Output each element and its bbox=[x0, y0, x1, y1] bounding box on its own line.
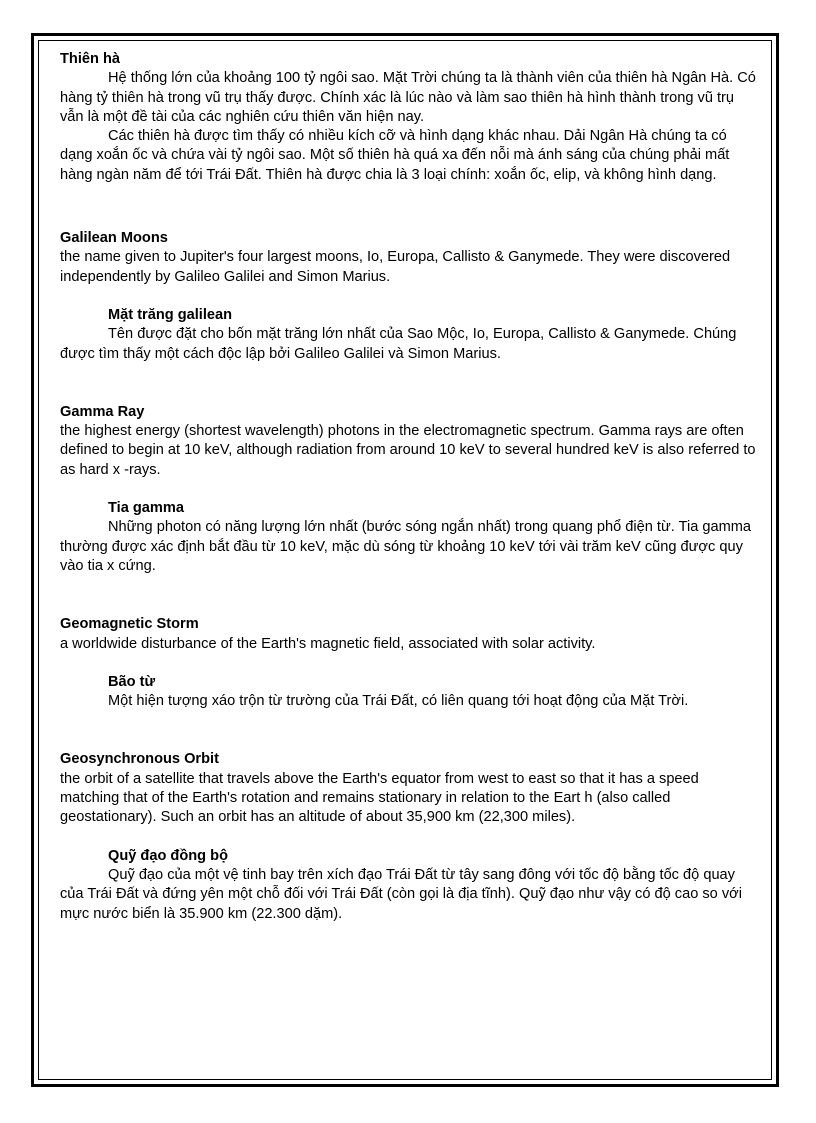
entry-galilean-moons bbox=[60, 229, 760, 364]
entry-title-en: Geomagnetic Storm bbox=[60, 616, 199, 633]
entry-paragraph: Hệ thống lớn của khoảng 100 tỷ ngôi sao. Mặt Trời chúng ta là thành viên của thiên hà Ngân Hà. Có hàng tỷ thiên hà trong vũ trụ thấy được. Chính xác là lúc nào và làm sao thiên hà hình thành trong vũ trụ vẫn là một đề tài của các nghiên cứu thiên văn hiện nay. bbox=[60, 70, 756, 125]
entry-definition-vi: Quỹ đạo của một vệ tinh bay trên xích đạo Trái Đất từ tây sang đông với tốc độ bằng tốc độ quay của Trái Đất và đứng yên một chỗ đối với Trái Đất (còn gọi là địa tĩnh). Quỹ đạo như vậy có độ cao so với mực nước biển là 35.900 km (22.300 dặm). bbox=[60, 866, 742, 922]
entry-title-en: Gamma Ray bbox=[60, 403, 145, 420]
entry-title-en: Galilean Moons bbox=[60, 230, 168, 247]
entry-title-vi: Tia gamma bbox=[108, 500, 184, 517]
entry-definition-vi: Những photon có năng lượng lớn nhất (bước sóng ngắn nhất) trong quang phổ điện từ. Tia gamma thường được xác định bắt đầu từ 10 keV, mặc dù sóng từ khoảng 10 keV tới vài trăm keV cũng được quy vào tia x cứng. bbox=[60, 519, 752, 574]
entry-title: Thiên hà bbox=[60, 51, 120, 67]
entry-geosynchronous-orbit bbox=[60, 750, 760, 923]
entry-title-vi: Mặt trăng galilean bbox=[108, 306, 233, 323]
entry-definition-vi: Một hiện tượng xáo trộn từ trường của Trái Đất, có liên quang tới hoạt động của Mặt Trời. bbox=[108, 693, 689, 710]
entry-gamma-ray bbox=[60, 403, 760, 576]
entry-title-vi: Bão từ bbox=[108, 673, 156, 690]
entry-definition-en: a worldwide disturbance of the Earth's magnetic field, associated with solar activity. bbox=[60, 635, 596, 652]
entry-definition-en: the name given to Jupiter's four largest moons, Io, Europa, Callisto & Ganymede. They were discovered independently by Galileo Galilei and Simon Marius. bbox=[60, 249, 731, 285]
entry-definition-en: the highest energy (shortest wavelength) photons in the electromagnetic spectrum. Gamma rays are often defined to begin at 10 keV, although radiation from around 10 keV to several hundred keV is also referred to as hard x -rays. bbox=[60, 423, 756, 478]
entry-title-vi: Quỹ đạo đồng bộ bbox=[108, 847, 228, 864]
entry-definition-vi: Tên được đặt cho bốn mặt trăng lớn nhất của Sao Mộc, Io, Europa, Callisto & Ganymede. Chúng được tìm thấy một cách độc lập bởi Galileo Galilei và Simon Marius. bbox=[60, 326, 737, 362]
entry-galaxy-vi bbox=[60, 50, 760, 185]
entry-definition-en: the orbit of a satellite that travels above the Earth's equator from west to east so that it has a speed matching that of the Earth's rotation and remains stationary in relation to the Eart h (also called geostationary). Such an orbit has an altitude of about 35,900 km (22,300 miles). bbox=[60, 770, 699, 826]
entry-paragraph: Các thiên hà được tìm thấy có nhiều kích cỡ và hình dạng khác nhau. Dải Ngân Hà chúng ta có dạng xoắn ốc và chứa vài tỷ ngôi sao. Một số thiên hà quá xa đến nỗi mà ánh sáng của chúng phải mất hàng ngàn năm để tới Trái Đất. Thiên hà được chia là 3 loại chính: xoắn ốc, elip, và không hình dạng. bbox=[60, 128, 730, 183]
entry-geomagnetic-storm bbox=[60, 615, 760, 711]
entry-title-en: Geosynchronous Orbit bbox=[60, 751, 219, 768]
glossary-content bbox=[60, 50, 760, 924]
